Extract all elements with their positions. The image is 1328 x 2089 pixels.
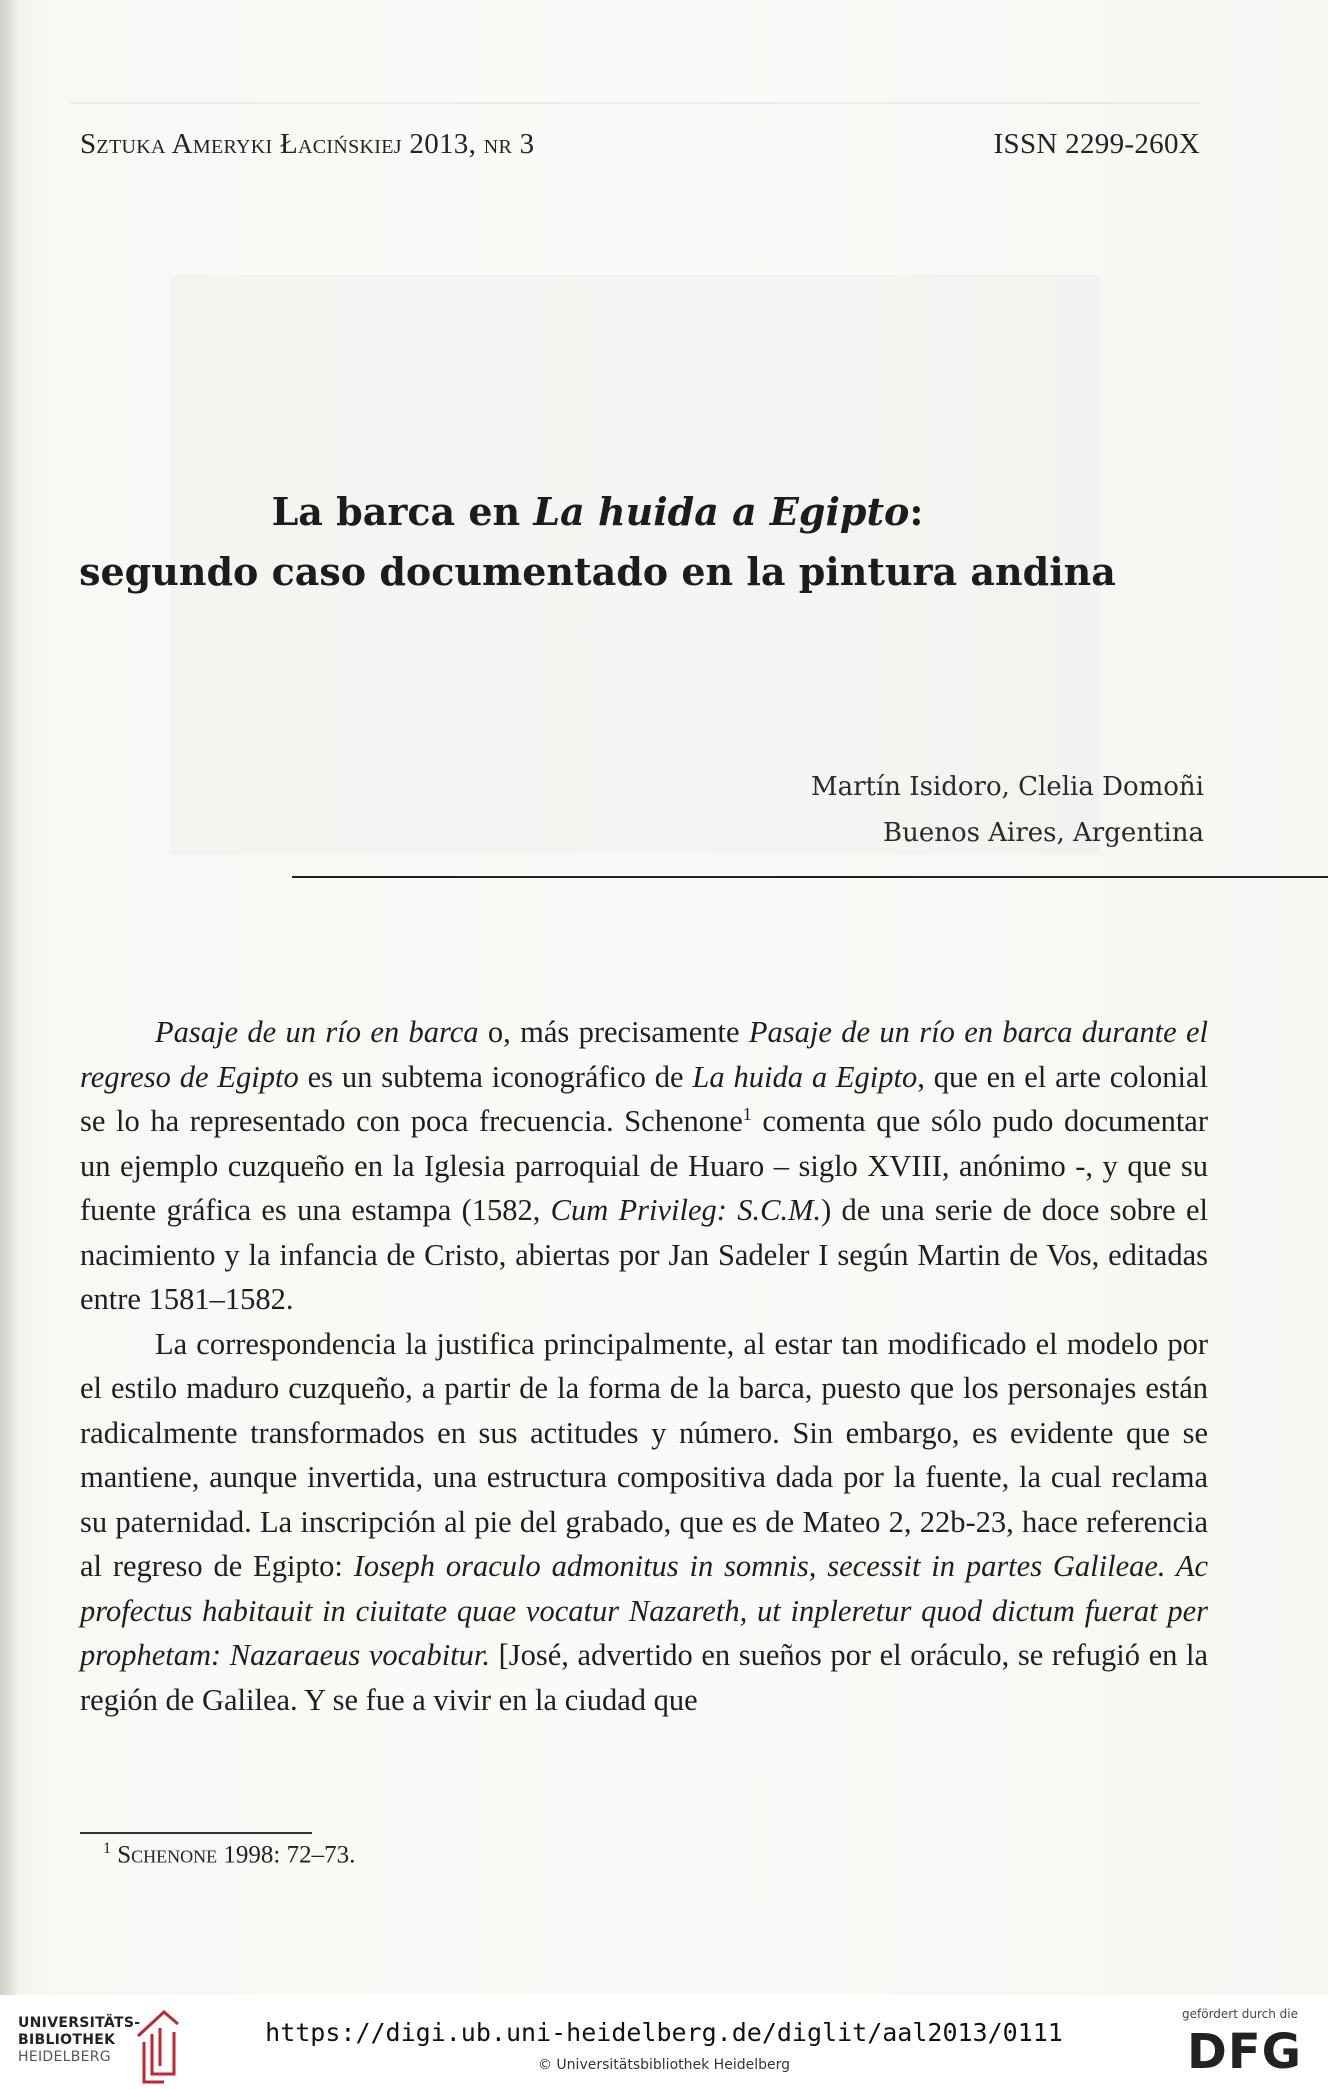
authors-block [811,764,1204,856]
title-line-2: segundo caso documentado en la pintura andina [79,549,1116,594]
running-header-issn: ISSN 2299-260X [993,128,1200,160]
author-location: Buenos Aires, Argentina [882,818,1204,848]
journal-name: Sztuka Ameryki Łacińskiej [80,128,402,160]
footnote: $^1$ Schenone 1998: 72–73. [103,1840,356,1869]
running-header-journal [80,128,534,161]
footnote-reference[interactable]: 1 [742,1103,752,1124]
title-rule [292,876,1328,878]
paragraph-2: La correspondencia la justifica principalmente, al estar tan modificado el modelo por el estilo maduro cuzqueño, a partir de la forma de la barca, puesto que los personajes están radicalmente transformados en sus actitudes y número. Sin embargo, es evidente que se mantiene, aunque invertida, una estructura compositiva dada por la fuente, la cual reclama su paternidad. La inscripción al pie del grabado, que es de Mateo 2, 22b-23, hace referencia al regreso de Egipto: Ioseph oraculo admonitus in somnis, secessit in partes Galileae. Ac profectus habitauit in ciuitate quae vocatur Nazareth, ut inpleretur quod dictum fuerat per prophetam: Nazaraeus vocabitur. [José, advertido en sueños por el oráculo, se refugió en la región de Galilea. Y se fue a vivir en la ciudad que [80,1326,1209,1717]
journal-year: 2013, [401,128,484,160]
article-title [0,482,1195,602]
title-italic: La huida a Egipto [533,489,910,534]
library-name: UNIVERSITÄTS- BIBLIOTHEK HEIDELBERG [18,2015,141,2065]
permalink-url[interactable]: https://digi.ub.uni-heidelberg.de/diglit/aal2013/0111 [265,2018,1063,2047]
title-line-1: La barca en La huida a Egipto: [271,489,924,534]
funding-label: gefördert durch die [1182,2007,1298,2021]
page-edge-shadow [0,0,18,1995]
article-body [80,1010,1208,1722]
show-through-header [70,62,1200,104]
dfg-logo: DFG [1186,2024,1302,2080]
paragraph-1: Pasaje de un río en barca o, más precisamente Pasaje de un río en barca durante el regreso de Egipto es un subtema iconográfico de La huida a Egipto, que en el arte colonial se lo ha representado con poca frecuencia. Schenone$^1$ comenta que sólo pudo documentar un ejemplo cuzqueño en la Iglesia parroquial de Huaro – siglo XVIII, anónimo -, y que su fuente gráfica es una estampa (1582, Cum Privileg: S.C.M.) de una serie de doce sobre el nacimiento y la infancia de Cristo, abiertas por Jan Sadeler I según Martin de Vos, editadas entre 1581–1582. [80,1015,1209,1316]
footnote-rule [80,1832,312,1834]
author-names: Martín Isidoro, Clelia Domoñi [810,772,1204,802]
copyright-notice: © Universitätsbibliothek Heidelberg [537,2057,790,2073]
journal-nr-value: 3 [512,128,535,160]
journal-nr-label: nr [483,128,513,160]
